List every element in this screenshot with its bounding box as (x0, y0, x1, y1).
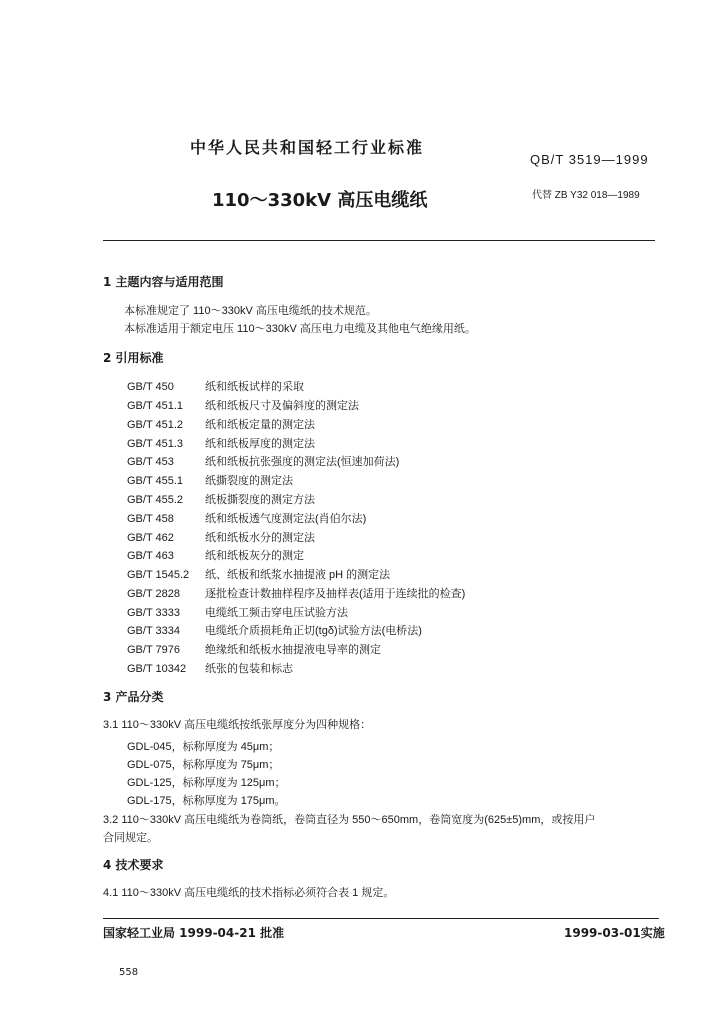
reference-item (127, 641, 381, 657)
reference-code: GB/T 450 (127, 381, 174, 393)
section-1-heading: 1 主题内容与适用范围 (103, 275, 224, 289)
reference-title: 纸张的包装和标志 (205, 663, 293, 675)
reference-item (127, 660, 293, 676)
page-number: 558 (119, 967, 139, 978)
reference-title: 逐批检查计数抽样程序及抽样表(适用于连续批的检查) (205, 588, 466, 600)
reference-item (127, 510, 366, 526)
reference-title: 纸和纸板定量的测定法 (205, 419, 315, 431)
reference-item (127, 453, 399, 469)
section-3-heading: 3 产品分类 (103, 690, 164, 704)
reference-code: GB/T 455.1 (127, 475, 184, 487)
section-4-heading: 4 技术要求 (103, 858, 164, 872)
reference-title: 电缆纸工频击穿电压试验方法 (205, 607, 348, 619)
reference-item (127, 397, 359, 413)
reference-code: GB/T 451.3 (127, 438, 184, 450)
header-divider (103, 240, 655, 241)
reference-item (127, 547, 304, 563)
reference-title: 纸和纸板尺寸及偏斜度的测定法 (205, 400, 359, 412)
reference-title: 纸板撕裂度的测定方法 (205, 494, 315, 506)
reference-title: 纸和纸板透气度测定法(肖伯尔法) (205, 513, 367, 525)
section-1-paragraph: 本标准适用于额定电压 110～330kV 高压电力电缆及其他电气绝缘用纸。 (124, 323, 476, 335)
reference-item (127, 566, 390, 582)
reference-title: 纸和纸板水分的测定法 (205, 532, 315, 544)
reference-title: 纸和纸板灰分的测定 (205, 550, 304, 562)
reference-code: GB/T 451.2 (127, 419, 184, 431)
reference-code: GB/T 2828 (127, 588, 180, 600)
reference-item (127, 585, 465, 601)
reference-code: GB/T 7976 (127, 644, 180, 656)
reference-code: GB/T 453 (127, 456, 174, 468)
reference-item (127, 622, 422, 638)
implementation-date: 1999-03-01实施 (564, 926, 665, 940)
reference-title: 纸、纸板和纸浆水抽提液 pH 的测定法 (205, 569, 391, 581)
reference-item (127, 472, 293, 488)
section-2-heading: 2 引用标准 (103, 351, 164, 365)
reference-code: GB/T 458 (127, 513, 174, 525)
reference-item (127, 604, 348, 620)
approval-date: 国家轻工业局 1999-04-21 批准 (103, 926, 285, 940)
document-title: 110～330kV 高压电缆纸 (212, 190, 428, 211)
reference-code: GB/T 455.2 (127, 494, 184, 506)
reference-item (127, 491, 315, 507)
replaces-standard: 代替 ZB Y32 018—1989 (532, 190, 640, 201)
reference-item (127, 435, 315, 451)
reference-title: 纸和纸板试样的采取 (205, 381, 304, 393)
clause-3-1: 3.1 110～330kV 高压电缆纸按纸张厚度分为四种规格： (103, 719, 372, 731)
reference-code: GB/T 3334 (127, 625, 180, 637)
footer-divider (103, 918, 659, 919)
spec-item: GDL-175，标称厚度为 175μm。 (127, 795, 286, 807)
reference-title: 绝缘纸和纸板水抽提液电导率的测定 (205, 644, 381, 656)
spec-item: GDL-125，标称厚度为 125μm； (127, 777, 286, 789)
reference-code: GB/T 1545.2 (127, 569, 190, 581)
reference-code: GB/T 451.1 (127, 400, 184, 412)
reference-code: GB/T 3333 (127, 607, 180, 619)
reference-code: GB/T 10342 (127, 663, 187, 675)
clause-3-2: 3.2 110～330kV 高压电缆纸为卷筒纸，卷筒直径为 550～650mm，卷筒宽度为(625±5)mm，或按用户 (103, 814, 596, 826)
reference-item (127, 529, 315, 545)
reference-title: 纸和纸板厚度的测定法 (205, 438, 315, 450)
spec-item: GDL-045，标称厚度为 45μm； (127, 741, 280, 753)
standard-code: QB/T 3519—1999 (530, 152, 649, 167)
issuing-organization: 中华人民共和国轻工行业标准 (190, 138, 425, 157)
reference-title: 纸和纸板抗张强度的测定法(恒速加荷法) (205, 456, 400, 468)
reference-code: GB/T 463 (127, 550, 174, 562)
reference-title: 纸撕裂度的测定法 (205, 475, 293, 487)
reference-title: 电缆纸介质损耗角正切(tgδ)试验方法(电桥法) (205, 625, 422, 637)
reference-code: GB/T 462 (127, 532, 174, 544)
reference-item (127, 378, 304, 394)
clause-3-2-continuation: 合同规定。 (103, 832, 158, 844)
reference-item (127, 416, 315, 432)
spec-item: GDL-075，标称厚度为 75μm； (127, 759, 280, 771)
clause-4-1: 4.1 110～330kV 高压电缆纸的技术指标必须符合表 1 规定。 (103, 887, 395, 899)
section-1-paragraph: 本标准规定了 110～330kV 高压电缆纸的技术规范。 (124, 305, 377, 317)
